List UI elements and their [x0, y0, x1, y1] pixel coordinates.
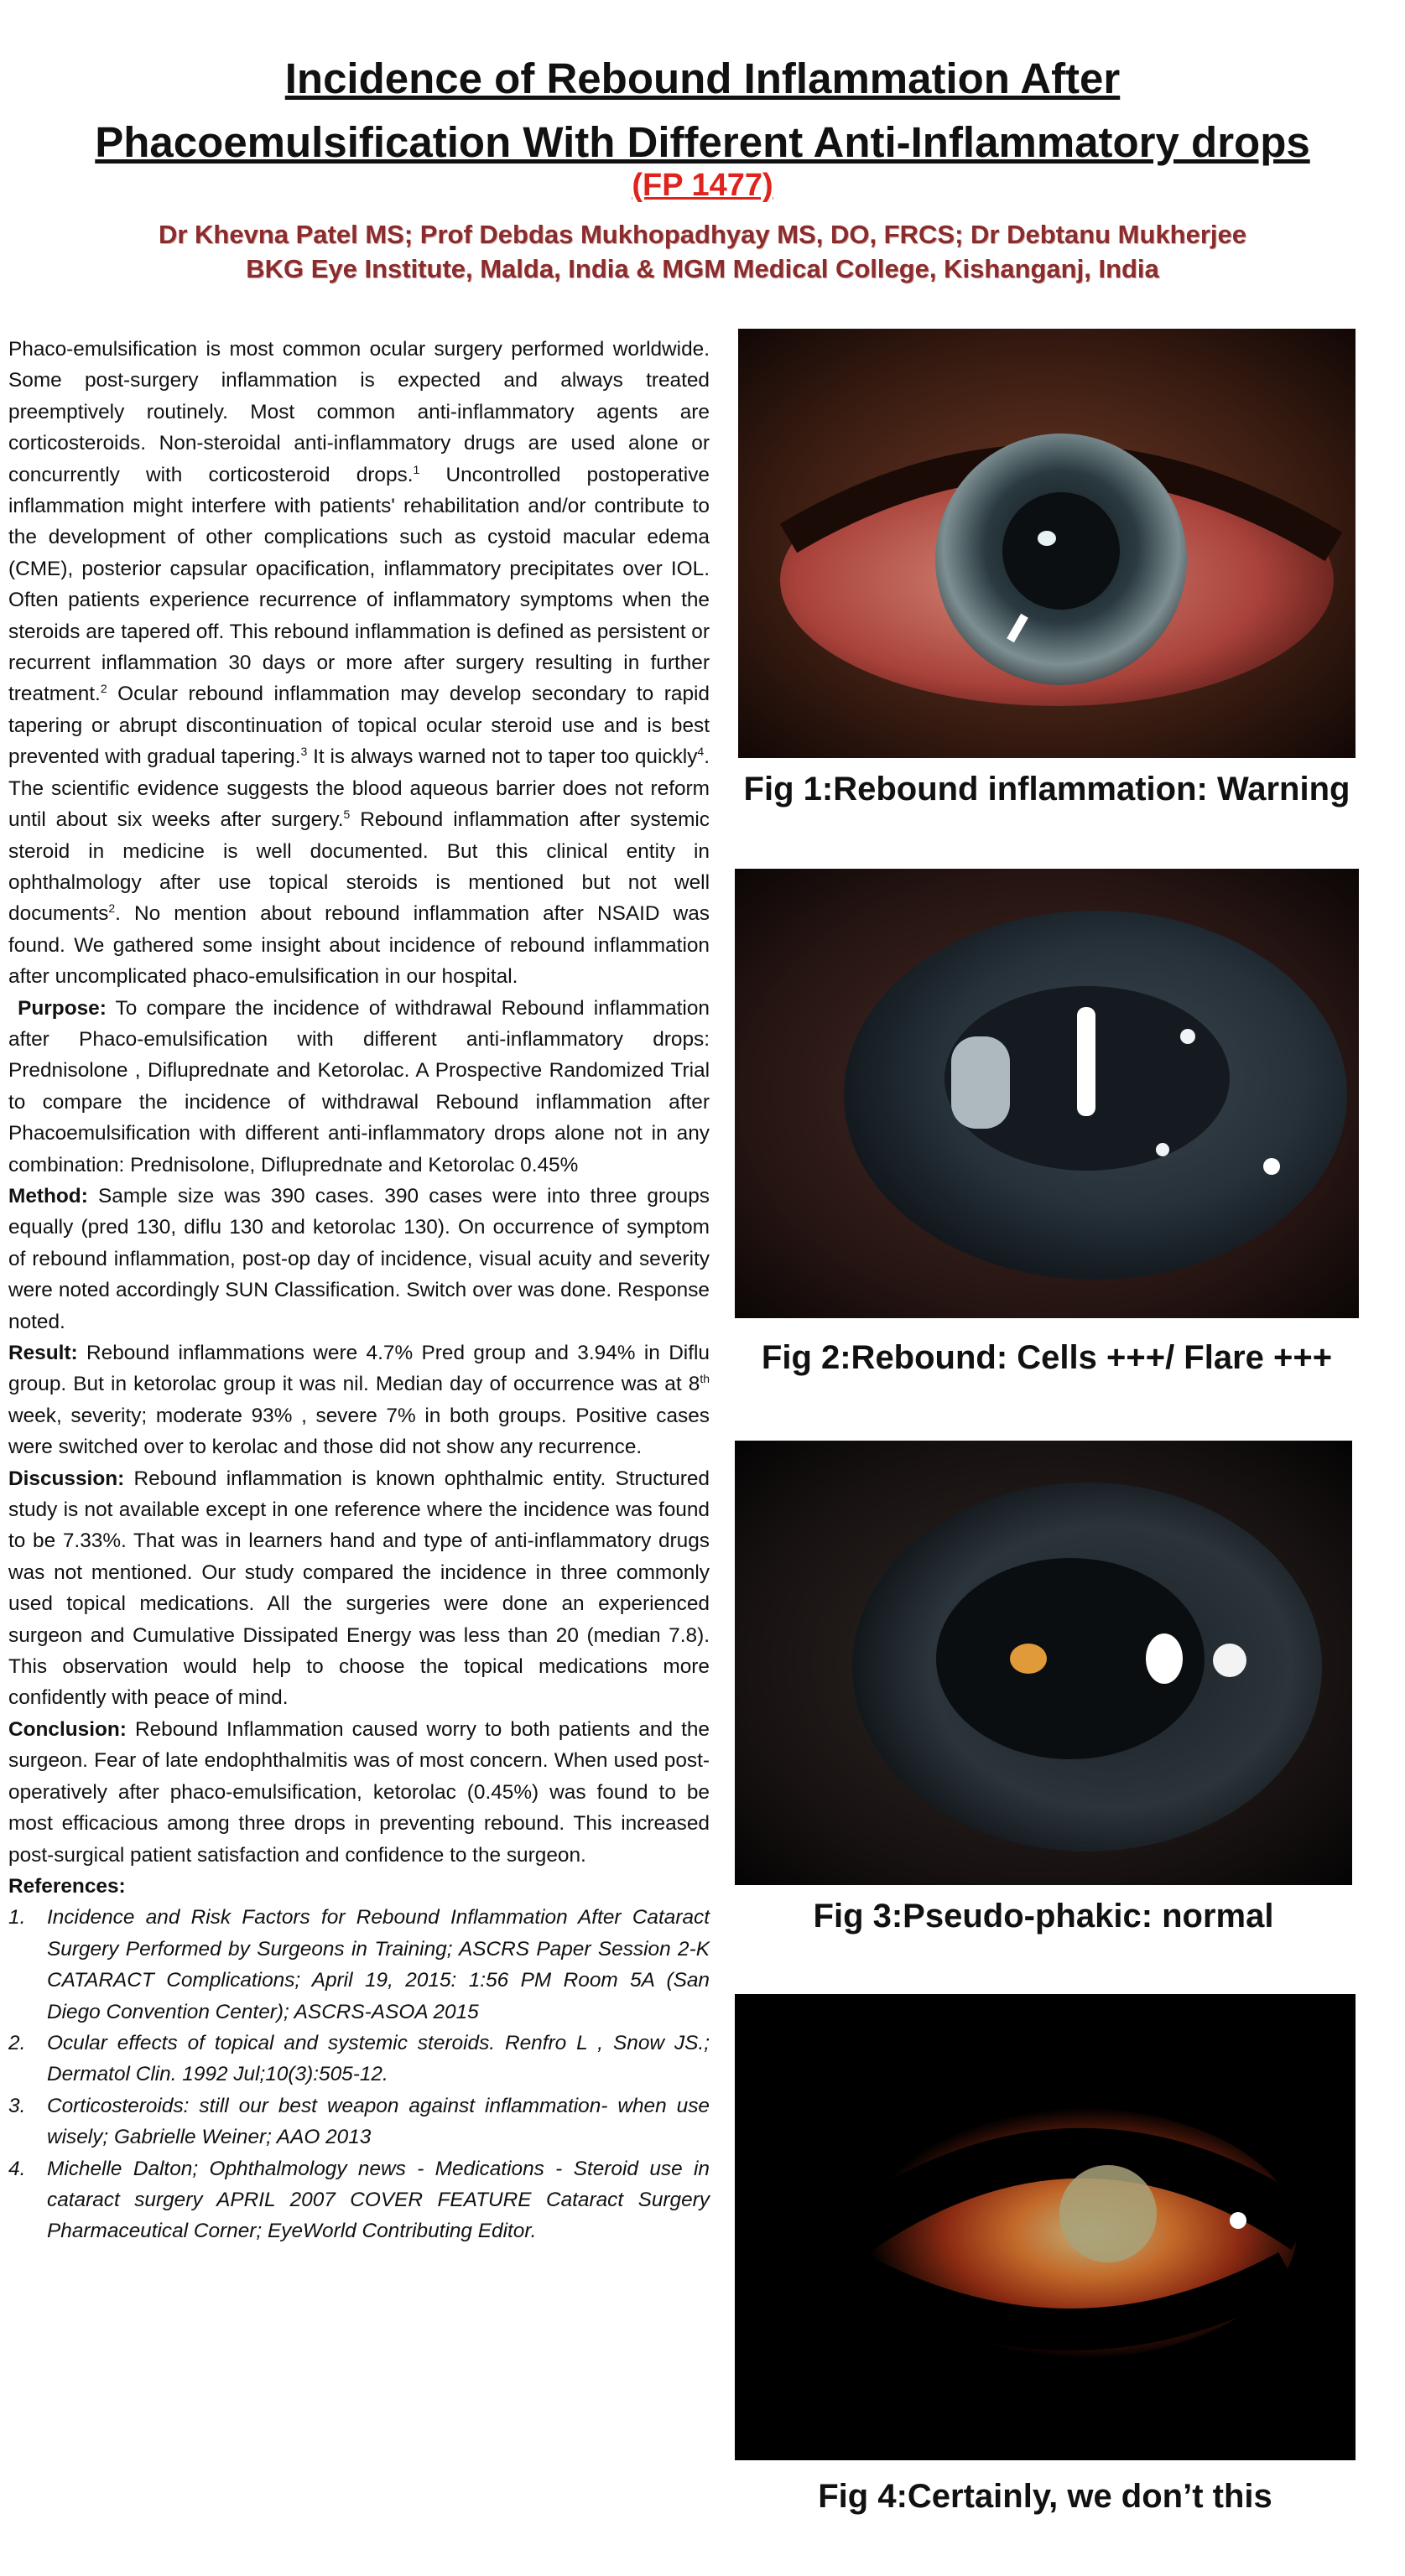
reference-number: 3.: [8, 2094, 26, 2117]
reference-text: Corticosteroids: still our best weapon against inflammation- when use wisely; Gabrielle Weiner; AAO 2013: [47, 2094, 710, 2149]
eye-photo-4-image: [735, 1994, 1356, 2460]
poster-code: (FP 1477): [632, 168, 773, 203]
figure-3-eye-photo: [735, 1441, 1352, 1885]
discussion-paragraph: [8, 1463, 710, 1714]
citation-2: 2: [100, 682, 107, 696]
result-text-b: week, severity; moderate 93% , severe 7% in both groups. Positive cases were switched over to kerolac and those did not show any recurrence.: [8, 1404, 710, 1459]
figure-3-caption: Fig 3:Pseudo-phakic: normal: [813, 1898, 1274, 1935]
citation-3: 3: [300, 745, 308, 759]
result-label: Result:: [8, 1342, 78, 1364]
figure-1-eye-photo: [738, 329, 1356, 758]
purpose-label: Purpose:: [18, 996, 107, 1020]
reference-text: Ocular effects of topical and systemic steroids. Renfro L , Snow JS.; Dermatol Clin. 1992 Jul;10(3):505-12.: [47, 2031, 710, 2086]
figure-2-eye-photo: [735, 869, 1359, 1318]
reference-item: [8, 1902, 710, 2028]
figure-1-caption: Fig 1:Rebound inflammation: Warning: [743, 771, 1350, 808]
purpose-paragraph: [8, 993, 710, 1181]
purpose-text: To compare the incidence of withdrawal Rebound inflammation after Phaco-emulsification with different anti-inflammatory drops: Prednisolone , Difluprednate and Ketorolac. A Prospective Randomized Trial to compare the incidence of withdrawal Rebound inflammation after Phacoemulsification with different anti-inflammatory drops alone not in any combination: Prednisolone, Difluprednate and Ketorolac 0.45%: [8, 996, 710, 1176]
intro-text-d: It is always warned not to taper too quickly: [307, 745, 698, 769]
figure-2-caption: Fig 2:Rebound: Cells +++/ Flare +++: [761, 1339, 1333, 1376]
title-line-1: Incidence of Rebound Inflammation After: [284, 55, 1121, 102]
result-paragraph: [8, 1337, 710, 1463]
reference-text: Incidence and Risk Factors for Rebound Inflammation After Cataract Surgery Performed by Surgeons in Training; ASCRS Paper Session 2-K CATARACT Complications; April 19, 2015: 1:56 PM Room 5A (San Diego Convention Center); ASCRS-ASOA 2015: [47, 1906, 710, 2023]
ordinal-suffix: th: [700, 1372, 710, 1386]
intro-text-a: Phaco-emulsification is most common ocular surgery performed worldwide. Some post-surgery inflammation is expected and always treated preemptively routinely. Most common anti-inflammatory agents are corticosteroids. Non-steroidal anti-inflammatory drugs are used alone or concurrently with corticosteroid drops.: [8, 338, 710, 486]
institutions: BKG Eye Institute, Malda, India & MGM Medical College, Kishanganj, India: [246, 254, 1159, 283]
poster-title: [0, 47, 1405, 174]
figure-4-eye-photo: [735, 1994, 1356, 2460]
references-label: References:: [8, 1874, 126, 1898]
method-paragraph: [8, 1181, 710, 1337]
body-text-column: [8, 334, 710, 2247]
reference-number: 4.: [8, 2157, 26, 2180]
result-text-a: Rebound inflammations were 4.7% Pred group and 3.94% in Diflu group. But in ketorolac group it was nil. Median day of occurrence was at 8: [8, 1342, 710, 1396]
reference-number: 1.: [8, 1906, 26, 1929]
conclusion-paragraph: [8, 1714, 710, 1871]
title-line-2: Phacoemulsification With Different Anti-Inflammatory drops: [95, 118, 1310, 166]
discussion-label: Discussion:: [8, 1467, 125, 1490]
authors: Dr Khevna Patel MS; Prof Debdas Mukhopadhyay MS, DO, FRCS; Dr Debtanu Mukherjee: [158, 220, 1247, 249]
figure-4-caption: Fig 4:Certainly, we don’t this: [818, 2478, 1272, 2515]
intro-text-g: . No mention about rebound inflammation after NSAID was found. We gathered some insight about incidence of rebound inflammation after uncomplicated phaco-emulsification in our hospital.: [8, 902, 710, 989]
intro-text-e: . The scientific evidence suggests the blood aqueous barrier does not reform until about six weeks after surgery.: [8, 745, 710, 832]
reference-text: Michelle Dalton; Ophthalmology news - Medications - Steroid use in cataract surgery APRIL 2007 COVER FEATURE Cataract Surgery Pharmaceutical Corner; EyeWorld Contributing Editor.: [47, 2157, 710, 2243]
reference-item: [8, 2028, 710, 2090]
citation-6: 2: [108, 901, 116, 916]
reference-item: [8, 2153, 710, 2247]
intro-text-c: Ocular rebound inflammation may develop secondary to rapid tapering or abrupt discontinuation of topical ocular steroid use and is best prevented with gradual tapering.: [8, 683, 710, 769]
citation-4: 4: [697, 745, 705, 759]
eye-photo-2-image: [735, 869, 1359, 1318]
eye-photo-3-image: [735, 1441, 1352, 1885]
conclusion-text: Rebound Inflammation caused worry to both patients and the surgeon. Fear of late endophthalmitis was of most concern. When used post-operatively after phaco-emulsification, ketorolac (0.45%) was found to be most efficacious among three drops in preventing rebound. This increased post-surgical patient satisfaction and confidence to the surgeon.: [8, 1717, 710, 1867]
intro-text-f: Rebound inflammation after systemic steroid in medicine is well documented. But this clinical entity in ophthalmology after use topical steroids is mentioned but not well documents: [8, 808, 710, 926]
intro-paragraph: [8, 334, 710, 993]
citation-5: 5: [343, 807, 351, 821]
citation-1: 1: [413, 462, 420, 476]
reference-item: [8, 2090, 710, 2153]
method-text: Sample size was 390 cases. 390 cases were into three groups equally (pred 130, diflu 130 and ketorolac 130). On occurrence of symptom of rebound inflammation, post-op day of incidence, visual acuity and severity were noted accordingly SUN Classification. Switch over was done. Response noted.: [8, 1184, 710, 1333]
eye-photo-1-image: [738, 329, 1356, 758]
reference-number: 2.: [8, 2031, 26, 2054]
intro-text-b: Uncontrolled postoperative inflammation might interfere with patients' rehabilitation and/or contribute to the development of other complications such as cystoid macular edema (CME), posterior capsular opacification, inflammatory precipitates over IOL. Often patients experience recurrence of inflammatory symptoms when the steroids are tapered off. This rebound inflammation is defined as persistent or recurrent inflammation 30 days or more after surgery resulting in further treatment.: [8, 463, 710, 706]
discussion-text: Rebound inflammation is known ophthalmic entity. Structured study is not available except in one reference where the incidence was found to be 7.33%. That was in learners hand and type of anti-inflammatory drugs was not mentioned. Our study compared the incidence in three commonly used topical medications. All the surgeries were done an experienced surgeon and Cumulative Dissipated Energy was less than 20 (median 7.8). This observation would help to choose the topical medications more confidently with peace of mind.: [8, 1467, 710, 1710]
references-heading: [8, 1871, 710, 1902]
reference-list: [8, 1902, 710, 2246]
method-label: Method:: [8, 1184, 88, 1208]
conclusion-label: Conclusion:: [8, 1717, 127, 1741]
